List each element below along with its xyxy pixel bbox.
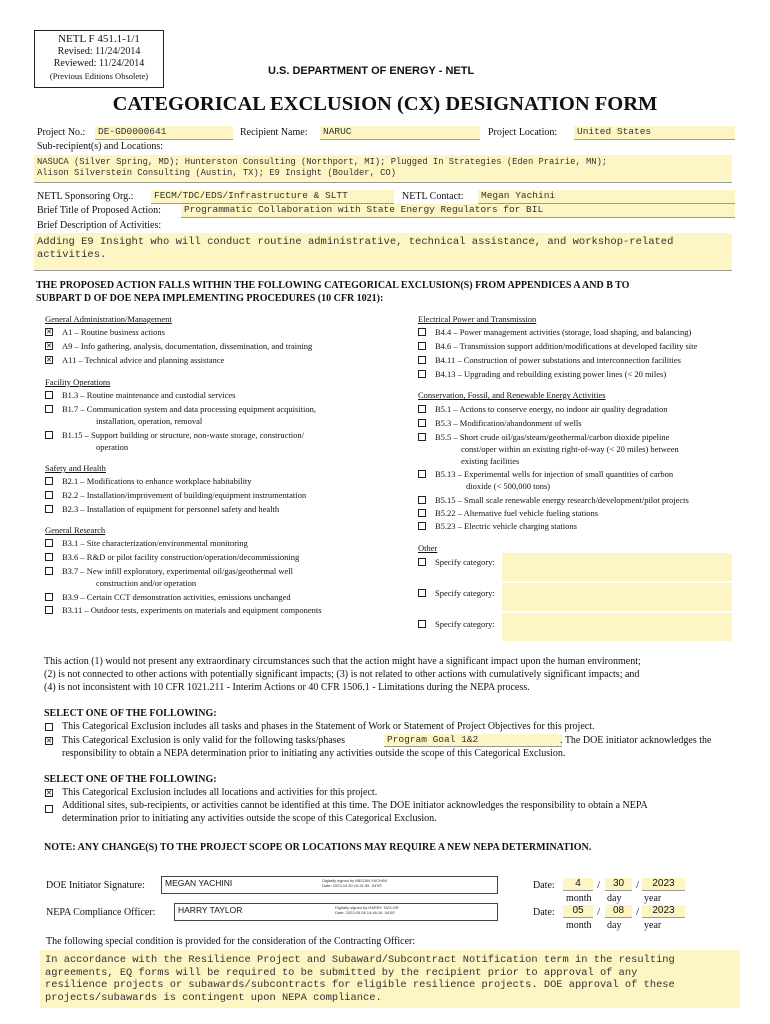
tasks-phases-field[interactable]: Program Goal 1&2	[384, 734, 562, 747]
label-b36: B3.6 – R&D or pilot facility construction/operation/decommissioning	[62, 552, 300, 562]
select1-opt1: This Categorical Exclusion includes all tasks and phases in the Statement of Work or Statement of Project Objectives for this project.	[62, 721, 595, 732]
obsolete-note: (Previous Editions Obsolete)	[49, 71, 149, 81]
label-b513-line1: B5.13 – Experimental wells for injection of small quantities of carbon	[435, 469, 674, 479]
special-line-2: agreements, EQ forms will be required to be submitted by the recipient prior to approval of any	[45, 966, 638, 979]
group-general-admin: General Administration/Management	[45, 314, 172, 324]
checkbox-other-2[interactable]	[418, 589, 426, 597]
special-condition-field[interactable]	[40, 950, 740, 1008]
label-b46: B4.6 – Transmission support addition/modifications at developed facility site	[435, 341, 698, 351]
initiator-sign-meta	[322, 878, 387, 888]
recipient-label: Recipient Name:	[240, 127, 308, 138]
date2-label: Date:	[533, 907, 555, 918]
project-no-field[interactable]: DE-GD0000641	[95, 126, 233, 140]
date1-month-caption: month	[566, 893, 592, 904]
date2-day-caption: day	[607, 920, 622, 931]
special-line-1: In accordance with the Resilience Project and Subaward/Subcontract Notification term in the resulting	[45, 954, 675, 966]
label-b411: B4.11 – Construction of power substations and interconnection facilities	[435, 355, 681, 365]
label-b55-line1: B5.5 – Short crude oil/gas/steam/geothermal/carbon dioxide pipeline	[435, 432, 670, 442]
activities-label: Brief Description of Activities:	[37, 220, 162, 231]
activities-line-1: Adding E9 Insight who will conduct routine administrative, technical assistance, and workshop-related	[37, 236, 674, 248]
brief-title-field[interactable]: Programmatic Collaboration with State Energy Regulators for BIL	[181, 204, 735, 218]
falls-within-line-1: THE PROPOSED ACTION FALLS WITHIN THE FOLLOWING CATEGORICAL EXCLUSION(S) FROM APPENDICES A AND B TO	[36, 280, 630, 291]
checkbox-b311[interactable]	[45, 606, 53, 614]
date2-month-caption: month	[566, 920, 592, 931]
subrecipients-field[interactable]	[34, 155, 732, 183]
checkbox-b44[interactable]	[418, 328, 426, 336]
date1-month[interactable]: 4	[563, 878, 593, 891]
select1-opt2-pre: This Categorical Exclusion is only valid for the following tasks/phases	[62, 735, 346, 746]
falls-within-heading	[36, 279, 629, 305]
checkbox-b46[interactable]	[418, 342, 426, 350]
checkbox-select2-all[interactable]	[45, 789, 53, 797]
officer-label: NEPA Compliance Officer:	[46, 907, 156, 918]
checkbox-b513[interactable]	[418, 470, 426, 478]
label-b515: B5.15 – Small scale renewable energy research/development/pilot projects	[435, 495, 689, 505]
subrecipients-label: Sub-recipient(s) and Locations:	[37, 141, 164, 152]
select1-opt2-post: . The DOE initiator acknowledges the	[560, 735, 712, 746]
label-b513-line2: dioxide (< 500,000 tons)	[466, 481, 551, 491]
officer-sign-meta	[335, 905, 399, 915]
date1-year-caption: year	[644, 893, 662, 904]
contact-label: NETL Contact:	[402, 191, 464, 202]
special-line-3: resilience projects or subawards/subcontracts for eligible resilience projects. DOE approval of these	[45, 979, 675, 991]
special-line-4: projects/subawards is contingent upon NEPA compliance.	[45, 991, 382, 1004]
falls-within-line-2: SUBPART D OF DOE NEPA IMPLEMENTING PROCEDURES (10 CFR 1021):	[36, 293, 384, 304]
checkbox-b37[interactable]	[45, 567, 53, 575]
officer-name: HARRY TAYLOR	[178, 905, 243, 915]
officer-meta-line2: Date: 2023.05.08 14:46:16 -04'00'	[335, 910, 396, 915]
label-b23: B2.3 – Installation of equipment for personnel safety and health	[62, 504, 280, 514]
checkbox-a1[interactable]	[45, 328, 53, 336]
date1-label: Date:	[533, 880, 555, 891]
label-b44: B4.4 – Power management activities (storage, load shaping, and balancing)	[435, 327, 692, 337]
label-a1: A1 – Routine business actions	[62, 327, 165, 337]
label-a9: A9 – Info gathering, analysis, documentation, dissemination, and training	[62, 341, 313, 351]
checkbox-select1-all[interactable]	[45, 723, 53, 731]
checkbox-b22[interactable]	[45, 491, 53, 499]
date2-day[interactable]: 08	[605, 905, 632, 918]
label-a11: A11 – Technical advice and planning assistance	[62, 355, 225, 365]
select2-heading: SELECT ONE OF THE FOLLOWING:	[44, 774, 217, 785]
label-b523: B5.23 – Electric vehicle charging stations	[435, 521, 577, 531]
checkbox-b55[interactable]	[418, 433, 426, 441]
label-b31: B3.1 – Site characterization/environmental monitoring	[62, 538, 248, 548]
group-safety: Safety and Health	[45, 463, 106, 473]
circumstances-text	[44, 655, 641, 694]
label-b39: B3.9 – Certain CCT demonstration activities, emissions unchanged	[62, 592, 291, 602]
checkbox-select2-additional[interactable]	[45, 805, 53, 813]
special-intro: The following special condition is provided for the consideration of the Contracting Officer:	[46, 936, 416, 947]
group-research: General Research	[45, 525, 106, 535]
label-b115-line1: B1.15 – Support building or structure, non-waste storage, construction/	[62, 430, 304, 440]
checkbox-b23[interactable]	[45, 505, 53, 513]
specify-field-3[interactable]	[502, 613, 732, 641]
project-no-label: Project No.:	[37, 127, 86, 138]
date1-day[interactable]: 30	[605, 878, 632, 891]
specify-field-1[interactable]	[502, 553, 732, 581]
activities-line-2: activities.	[37, 249, 107, 261]
select1-heading: SELECT ONE OF THE FOLLOWING:	[44, 708, 217, 719]
reviewed-date: Reviewed: 11/24/2014	[53, 58, 145, 69]
sponsoring-label: NETL Sponsoring Org.:	[37, 191, 134, 202]
label-b522: B5.22 – Alternative fuel vehicle fueling stations	[435, 508, 599, 518]
recipient-field[interactable]: NARUC	[320, 126, 480, 140]
label-b53: B5.3 – Modification/abandonment of wells	[435, 418, 582, 428]
group-facility: Facility Operations	[45, 377, 111, 387]
group-conservation: Conservation, Fossil, and Renewable Energy Activities	[418, 390, 606, 400]
checkbox-b411[interactable]	[418, 356, 426, 364]
label-b51: B5.1 – Actions to conserve energy, no indoor air quality degradation	[435, 404, 668, 414]
activities-field[interactable]	[34, 233, 732, 271]
checkbox-select1-tasks[interactable]	[45, 737, 53, 745]
label-b21: B2.1 – Modifications to enhance workplace habitability	[62, 476, 252, 486]
date2-year-caption: year	[644, 920, 662, 931]
label-b17-line1: B1.7 – Communication system and data processing equipment acquisition,	[62, 404, 317, 414]
checkbox-b51[interactable]	[418, 405, 426, 413]
date2-year[interactable]: 2023	[642, 905, 685, 918]
checkbox-other-3[interactable]	[418, 620, 426, 628]
group-other: Other	[418, 543, 438, 553]
initiator-label: DOE Initiator Signature:	[46, 880, 145, 891]
officer-signature[interactable]	[174, 903, 498, 921]
sponsoring-field[interactable]: FECM/TDC/EDS/Infrastructure & SLTT	[151, 190, 394, 204]
select2-opt1: This Categorical Exclusion includes all locations and activities for this project.	[62, 787, 378, 798]
label-b55-line3: existing facilities	[461, 456, 520, 466]
label-b22: B2.2 – Installation/improvement of building/equipment instrumentation	[62, 490, 307, 500]
checkbox-b13[interactable]	[45, 391, 53, 399]
checkbox-b53[interactable]	[418, 419, 426, 427]
label-b13: B1.3 – Routine maintenance and custodial services	[62, 390, 236, 400]
revised-date: Revised: 11/24/2014	[57, 46, 141, 57]
select1-opt2-line2: responsibility to obtain a NEPA determination prior to initiating any activities outside the scope of this Categorical Exclusion.	[62, 748, 566, 759]
subrecipients-line-1: NASUCA (Silver Spring, MD); Hunterston Consulting (Northport, MI); Plugged In Strategies (Eden Prairie, MN);	[37, 157, 608, 167]
specify-field-2[interactable]	[502, 583, 732, 611]
date1-day-caption: day	[607, 893, 622, 904]
form-title: CATEGORICAL EXCLUSION (CX) DESIGNATION FORM	[112, 93, 658, 115]
checkbox-b115[interactable]	[45, 431, 53, 439]
label-b37-line2: construction and/or operation	[96, 578, 197, 588]
label-specify-1: Specify category:	[435, 557, 495, 567]
subrecipients-line-2: Alison Silverstein Consulting (Austin, TX); E9 Insight (Boulder, CO)	[37, 168, 396, 178]
checkbox-a9[interactable]	[45, 342, 53, 350]
checkbox-b515[interactable]	[418, 496, 426, 504]
location-label: Project Location:	[488, 127, 558, 138]
initiator-meta-line1: Digitally signed by MEGAN YACHINI	[322, 878, 387, 883]
initiator-name: MEGAN YACHINI	[165, 878, 233, 888]
circumstances-line-1: This action (1) would not present any extraordinary circumstances such that the action might have a significant impact upon the human environment;	[44, 656, 641, 667]
officer-meta-line1: Digitally signed by HARRY TAYLOR	[335, 905, 399, 910]
label-b311: B3.11 – Outdoor tests, experiments on materials and equipment components	[62, 605, 322, 615]
label-b115-line2: operation	[96, 442, 129, 452]
form-number: NETL F 451.1-1/1	[58, 33, 140, 45]
checkbox-b17[interactable]	[45, 405, 53, 413]
label-b37-line1: B3.7 – New infill exploratory, experimental oil/gas/geothermal well	[62, 566, 294, 576]
label-specify-3: Specify category:	[435, 619, 495, 629]
date1-slash-2: /	[636, 879, 640, 891]
initiator-signature[interactable]	[161, 876, 498, 894]
contact-field[interactable]: Megan Yachini	[478, 190, 735, 204]
checkbox-a11[interactable]	[45, 356, 53, 364]
agency-name: U.S. DEPARTMENT OF ENERGY - NETL	[268, 65, 475, 77]
checkbox-b31[interactable]	[45, 539, 53, 547]
checkbox-other-1[interactable]	[418, 558, 426, 566]
checkbox-b36[interactable]	[45, 553, 53, 561]
date2-slash-1: /	[597, 906, 601, 918]
circumstances-line-3: (4) is not inconsistent with 10 CFR 1021.211 - Interim Actions or 40 CFR 1506.1 - Limitations during the NEPA process.	[44, 682, 530, 693]
label-b55-line2: const/oper within an existing right-of-way (< 20 miles) between	[461, 444, 679, 454]
checkbox-b413[interactable]	[418, 370, 426, 378]
checkbox-b21[interactable]	[45, 477, 53, 485]
checkbox-b39[interactable]	[45, 593, 53, 601]
date1-year[interactable]: 2023	[642, 878, 685, 891]
date2-month[interactable]: 05	[563, 905, 593, 918]
select2-opt2-line2: determination prior to initiating any activities outside the scope of this Categorical Exclusion.	[62, 813, 437, 824]
checkbox-b523[interactable]	[418, 522, 426, 530]
group-electrical: Electrical Power and Transmission	[418, 314, 537, 324]
date2-slash-2: /	[636, 906, 640, 918]
initiator-meta-line2: Date: 2023.04.30 10:31:55 -04'00'	[322, 883, 383, 888]
form-id-box	[34, 30, 164, 88]
brief-title-label: Brief Title of Proposed Action:	[37, 205, 161, 216]
location-field[interactable]: United States	[574, 126, 735, 140]
label-b17-line2: installation, operation, removal	[96, 416, 203, 426]
checkbox-b522[interactable]	[418, 509, 426, 517]
label-specify-2: Specify category:	[435, 588, 495, 598]
select2-opt2-line1: Additional sites, sub-recipients, or activities cannot be identified at this time. The DOE initiator acknowledges the responsibility to obtain a NEPA	[62, 800, 648, 811]
note-text: NOTE: ANY CHANGE(S) TO THE PROJECT SCOPE OR LOCATIONS MAY REQUIRE A NEW NEPA DETERMINATION.	[44, 842, 592, 853]
label-b413: B4.13 – Upgrading and rebuilding existing power lines (< 20 miles)	[435, 369, 667, 379]
date1-slash-1: /	[597, 879, 601, 891]
circumstances-line-2: (2) is not connected to other actions with potentially significant impacts; (3) is not related to other actions with cumulatively significant impacts; and	[44, 669, 640, 680]
